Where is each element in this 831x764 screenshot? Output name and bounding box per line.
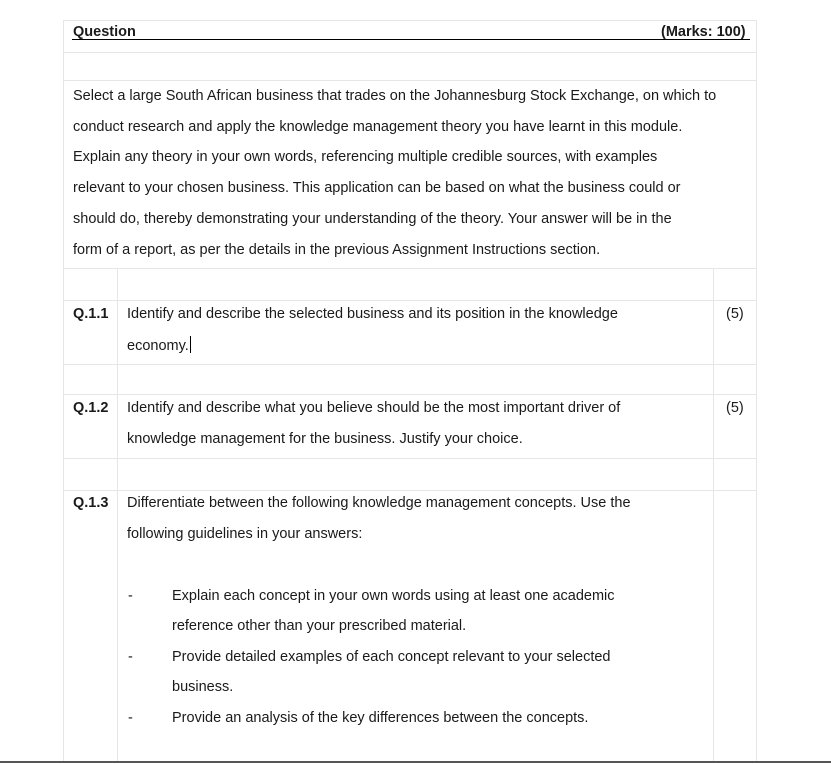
question-text-line: Differentiate between the following knowledge management concepts. Use the bbox=[127, 495, 631, 511]
table-divider bbox=[63, 490, 756, 491]
intro-line: should do, thereby demonstrating your understanding of the theory. Your answer will be in the bbox=[73, 211, 672, 227]
question-text-line: following guidelines in your answers: bbox=[127, 526, 363, 542]
question-heading: Question bbox=[73, 24, 136, 40]
question-number: Q.1.3 bbox=[73, 495, 109, 511]
question-text-line-content: economy. bbox=[127, 338, 189, 354]
intro-line: Explain any theory in your own words, referencing multiple credible sources, with examples bbox=[73, 149, 658, 165]
question-text-line[interactable] bbox=[127, 336, 191, 355]
table-divider bbox=[63, 364, 756, 365]
list-item: Provide an analysis of the key differences between the concepts. bbox=[172, 710, 589, 726]
intro-line: relevant to your chosen business. This application can be based on what the business could or bbox=[73, 180, 681, 196]
intro-line: conduct research and apply the knowledge management theory you have learnt in this module. bbox=[73, 119, 683, 135]
marks-total: (Marks: 100) bbox=[661, 24, 746, 40]
list-bullet: - bbox=[128, 588, 133, 604]
question-text-line: knowledge management for the business. Justify your choice. bbox=[127, 431, 523, 447]
header-underline bbox=[72, 39, 750, 40]
table-divider bbox=[63, 80, 756, 81]
list-item: Provide detailed examples of each concept relevant to your selected bbox=[172, 649, 611, 665]
table-border-left bbox=[63, 20, 64, 762]
intro-line: Select a large South African business that trades on the Johannesburg Stock Exchange, on which to bbox=[73, 88, 717, 104]
question-number: Q.1.2 bbox=[73, 400, 109, 416]
question-marks: (5) bbox=[726, 400, 744, 416]
table-border-top bbox=[63, 20, 756, 21]
question-number: Q.1.1 bbox=[73, 306, 109, 322]
table-divider bbox=[63, 458, 756, 459]
table-column-divider bbox=[713, 268, 714, 762]
table-divider bbox=[63, 394, 756, 395]
list-bullet: - bbox=[128, 649, 133, 665]
table-border-right bbox=[756, 20, 757, 762]
list-item: reference other than your prescribed material. bbox=[172, 618, 467, 634]
list-item: Explain each concept in your own words using at least one academic bbox=[172, 588, 615, 604]
list-bullet: - bbox=[128, 710, 133, 726]
question-text-line: Identify and describe the selected business and its position in the knowledge bbox=[127, 306, 618, 322]
intro-line: form of a report, as per the details in the previous Assignment Instructions section. bbox=[73, 242, 601, 258]
table-divider bbox=[63, 268, 756, 269]
list-item: business. bbox=[172, 679, 234, 695]
table-column-divider bbox=[117, 268, 118, 762]
page-bottom-rule bbox=[0, 761, 831, 763]
table-divider bbox=[63, 52, 756, 53]
table-divider bbox=[63, 300, 756, 301]
question-marks: (5) bbox=[726, 306, 744, 322]
question-text-line: Identify and describe what you believe should be the most important driver of bbox=[127, 400, 621, 416]
text-cursor bbox=[190, 336, 191, 353]
